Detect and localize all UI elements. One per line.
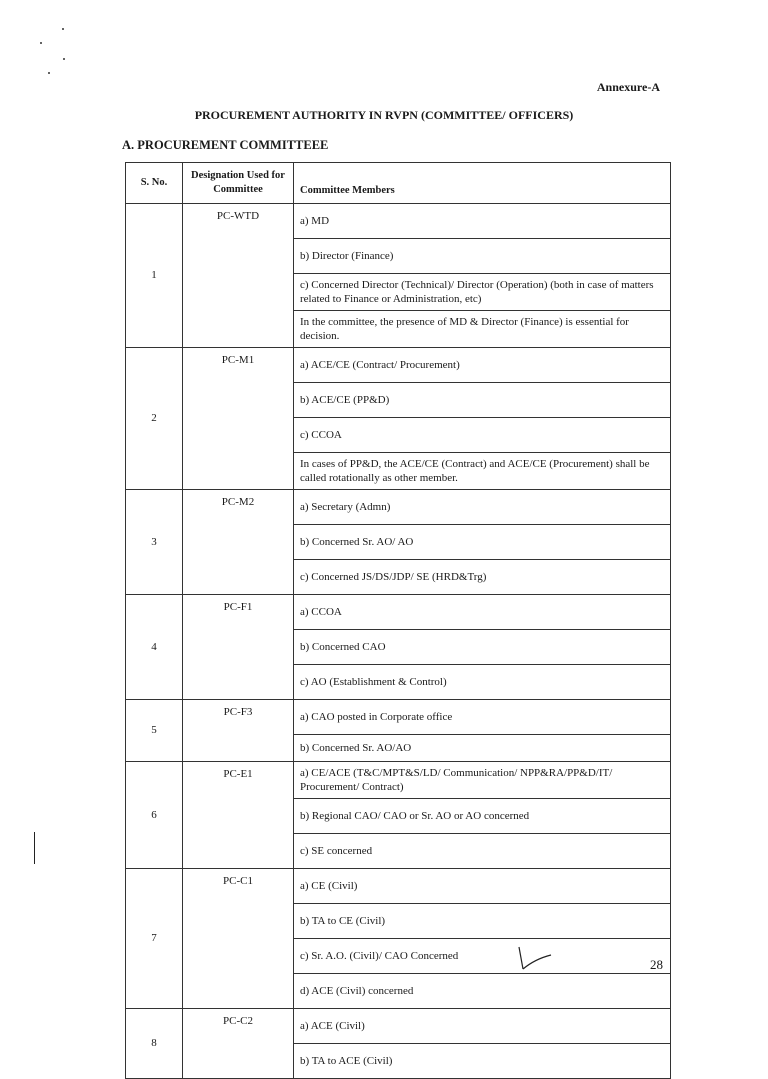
table-row xyxy=(126,595,671,630)
committee-member: c) SE concerned xyxy=(294,834,671,869)
committee-member: b) TA to ACE (Civil) xyxy=(294,1044,671,1079)
serial-number: 5 xyxy=(126,700,183,762)
table-row xyxy=(126,204,671,239)
section-heading: A. PROCUREMENT COMMITTEEE xyxy=(122,138,329,152)
table-row xyxy=(126,490,671,525)
committee-member: a) ACE/CE (Contract/ Procurement) xyxy=(294,348,671,383)
annexure-label: Annexure-A xyxy=(596,80,660,94)
scan-speck xyxy=(63,58,65,60)
committee-member: a) CAO posted in Corporate office xyxy=(294,700,671,735)
committee-member: b) Concerned CAO xyxy=(294,630,671,665)
designation: PC-C2 xyxy=(183,1009,294,1079)
scan-speck xyxy=(62,28,64,30)
committee-member: b) Concerned Sr. AO/ AO xyxy=(294,525,671,560)
scan-speck xyxy=(48,72,50,74)
committee-member: a) CCOA xyxy=(294,595,671,630)
committee-member: b) Director (Finance) xyxy=(294,239,671,274)
table-header-row xyxy=(126,163,671,204)
table-row xyxy=(126,700,671,735)
header-members: Committee Members xyxy=(294,163,671,204)
procurement-committee-table xyxy=(125,162,671,1079)
serial-number: 1 xyxy=(126,204,183,348)
page-number: 28 xyxy=(650,957,663,972)
committee-member: a) CE (Civil) xyxy=(294,869,671,904)
serial-number: 7 xyxy=(126,869,183,1009)
document-title: PROCUREMENT AUTHORITY IN RVPN (COMMITTEE/ OFFICERS) xyxy=(194,108,574,122)
committee-member: b) TA to CE (Civil) xyxy=(294,904,671,939)
table-row xyxy=(126,1009,671,1044)
designation: PC-M1 xyxy=(183,348,294,490)
committee-member: c) Concerned JS/DS/JDP/ SE (HRD&Trg) xyxy=(294,560,671,595)
committee-member: b) Concerned Sr. AO/AO xyxy=(294,735,671,762)
committee-member: c) Concerned Director (Technical)/ Director (Operation) (both in case of matters related to Finance or Administration, etc) xyxy=(294,274,671,311)
designation: PC-M2 xyxy=(183,490,294,595)
committee-member: d) ACE (Civil) concerned xyxy=(294,974,671,1009)
committee-member: c) Sr. A.O. (Civil)/ CAO Concerned xyxy=(294,939,671,974)
designation: PC-E1 xyxy=(183,762,294,869)
committee-member: a) CE/ACE (T&C/MPT&S/LD/ Communication/ NPP&RA/PP&D/IT/ Procurement/ Contract) xyxy=(294,762,671,799)
header-designation: Designation Used for Committee xyxy=(183,163,294,204)
committee-member: b) Regional CAO/ CAO or Sr. AO or AO concerned xyxy=(294,799,671,834)
margin-mark xyxy=(34,832,35,864)
committee-member: a) MD xyxy=(294,204,671,239)
scan-speck xyxy=(40,42,42,44)
designation: PC-F1 xyxy=(183,595,294,700)
table-row xyxy=(126,762,671,799)
committee-note: In cases of PP&D, the ACE/CE (Contract) and ACE/CE (Procurement) shall be called rotationally as other member. xyxy=(294,453,671,490)
committee-member: c) AO (Establishment & Control) xyxy=(294,665,671,700)
serial-number: 8 xyxy=(126,1009,183,1079)
committee-member: a) ACE (Civil) xyxy=(294,1009,671,1044)
serial-number: 3 xyxy=(126,490,183,595)
header-sno: S. No. xyxy=(126,163,183,204)
table-row xyxy=(126,348,671,383)
designation: PC-F3 xyxy=(183,700,294,762)
committee-member: c) CCOA xyxy=(294,418,671,453)
committee-member: b) ACE/CE (PP&D) xyxy=(294,383,671,418)
committee-note: In the committee, the presence of MD & Director (Finance) is essential for decision. xyxy=(294,311,671,348)
committee-member: a) Secretary (Admn) xyxy=(294,490,671,525)
serial-number: 2 xyxy=(126,348,183,490)
designation: PC-C1 xyxy=(183,869,294,1009)
handwritten-initial-mark xyxy=(515,945,555,973)
serial-number: 4 xyxy=(126,595,183,700)
designation: PC-WTD xyxy=(183,204,294,348)
serial-number: 6 xyxy=(126,762,183,869)
table-row xyxy=(126,869,671,904)
